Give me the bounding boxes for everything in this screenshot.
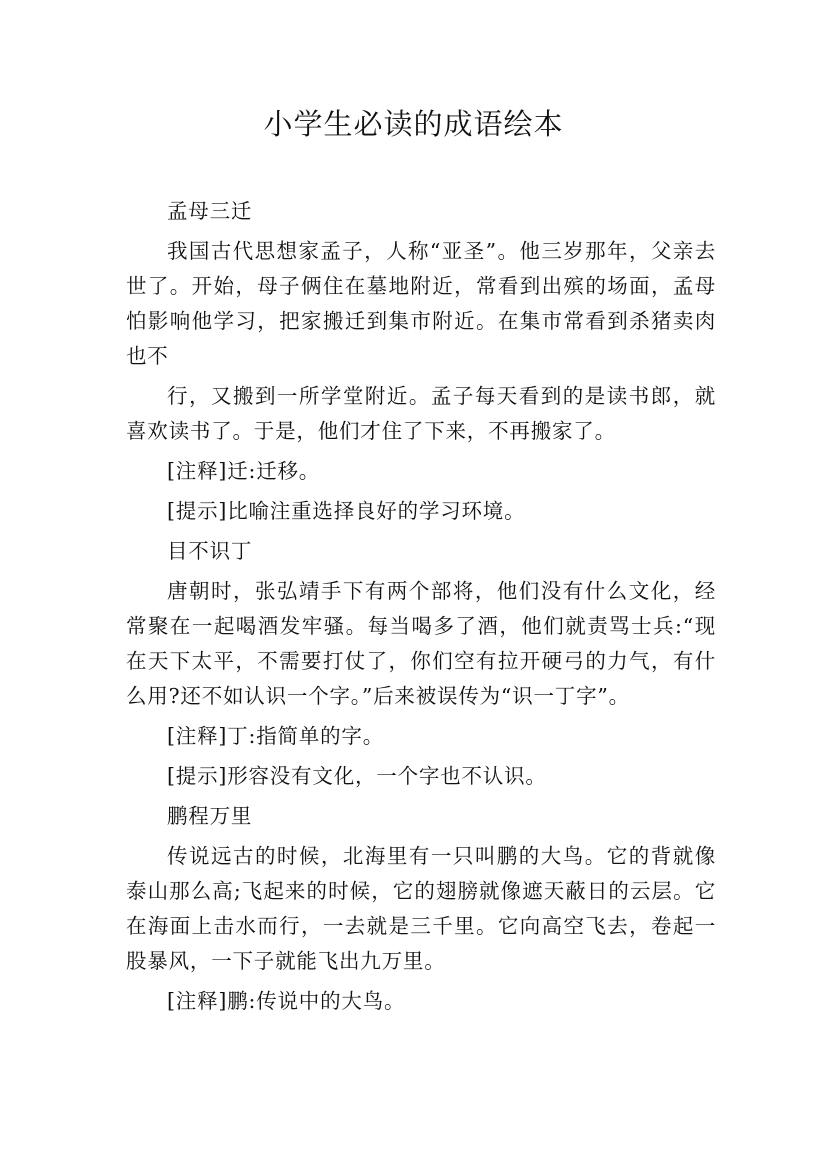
story-paragraph: 唐朝时，张弘靖手下有两个部将，他们没有什么文化，经常聚在一起喝酒发牢骚。每当喝多了酒，他们就责骂士兵:“现在天下太平，不需要打仗了，你们空有拉开硬弓的力气，有什么用?还不如认识一个字。”后来被误传为“识一丁字”。 xyxy=(126,579,716,708)
hint-paragraph: [提示]比喻注重选择良好的学习环境。 xyxy=(167,499,526,523)
note-paragraph: [注释]鹏:传说中的大鸟。 xyxy=(167,989,406,1013)
section-heading-pengchengwanli: 鹏程万里 xyxy=(167,804,253,828)
story-paragraph: 行，又搬到一所学堂附近。孟子每天看到的是读书郎，就喜欢读书了。于是，他们才住了下来，不再搬家了。 xyxy=(126,384,716,443)
story-paragraph: 我国古代思想家孟子，人称“亚圣”。他三岁那年，父亲去世了。开始，母子俩住在墓地附近，常看到出殡的场面，孟母怕影响他学习，把家搬迁到集市附近。在集市常看到杀猪卖肉也不 xyxy=(126,239,716,368)
note-paragraph: [注释]丁:指简单的字。 xyxy=(167,724,385,748)
story-paragraph: 传说远古的时候，北海里有一只叫鹏的大鸟。它的背就像泰山那么高;飞起来的时候，它的翅膀就像遮天蔽日的云层。它在海面上击水而行，一去就是三千里。它向高空飞去，卷起一股暴风，一下子就能飞出九万里。 xyxy=(126,844,716,973)
hint-paragraph: [提示]形容没有文化，一个字也不认识。 xyxy=(167,764,547,788)
section-heading-mengmu: 孟母三迁 xyxy=(167,199,253,223)
document-body xyxy=(126,194,716,1024)
section-heading-mubushiding: 目不识丁 xyxy=(167,539,253,563)
document-title: 小学生必读的成语绘本 xyxy=(263,107,564,141)
note-paragraph: [注释]迁:迁移。 xyxy=(167,459,321,483)
